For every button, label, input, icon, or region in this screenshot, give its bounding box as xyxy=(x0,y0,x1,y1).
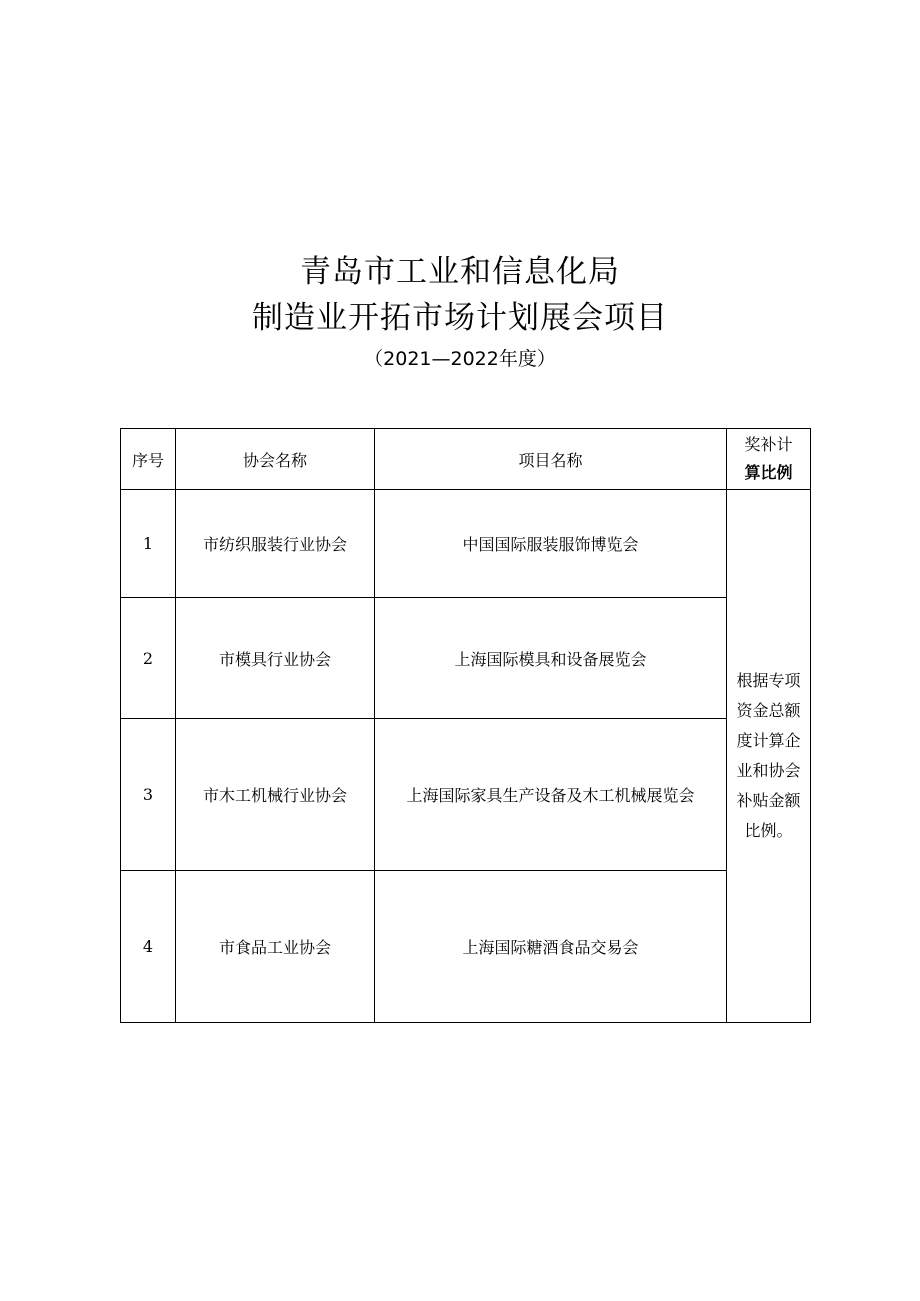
row-index: 3 xyxy=(121,719,176,871)
row-project: 中国国际服装服饰博览会 xyxy=(375,490,727,598)
table-row xyxy=(121,490,811,598)
document-subtitle-year: （2021—2022年度） xyxy=(364,348,556,370)
header-ratio-line1: 奖补计 xyxy=(744,435,793,454)
ratio-note-line: 根据专项 xyxy=(736,671,801,690)
row-project: 上海国际家具生产设备及木工机械展览会 xyxy=(375,719,727,871)
header-project: 项目名称 xyxy=(375,429,727,490)
ratio-note-line: 补贴金额 xyxy=(736,791,801,810)
row-index: 4 xyxy=(121,871,176,1023)
document-title-line2: 制造业开拓市场计划展会项目 xyxy=(252,300,668,336)
ratio-note-line: 业和协会 xyxy=(736,761,801,780)
ratio-note-line: 比例。 xyxy=(744,821,793,840)
exhibition-project-table xyxy=(120,428,811,1023)
row-association: 市纺织服装行业协会 xyxy=(176,490,375,598)
table-row xyxy=(121,719,811,871)
table-row xyxy=(121,598,811,719)
header-index: 序号 xyxy=(121,429,176,490)
header-association: 协会名称 xyxy=(176,429,375,490)
row-association: 市木工机械行业协会 xyxy=(176,719,375,871)
table-header-row xyxy=(121,429,811,490)
ratio-note-line: 度计算企 xyxy=(736,731,801,750)
row-index: 2 xyxy=(121,598,176,719)
row-project: 上海国际糖酒食品交易会 xyxy=(375,871,727,1023)
header-ratio-line2: 算比例 xyxy=(744,463,793,482)
row-index: 1 xyxy=(121,490,176,598)
header-ratio xyxy=(727,429,811,490)
row-association: 市食品工业协会 xyxy=(176,871,375,1023)
ratio-note-cell xyxy=(727,490,811,1023)
table-row xyxy=(121,871,811,1023)
row-project: 上海国际模具和设备展览会 xyxy=(375,598,727,719)
row-association: 市模具行业协会 xyxy=(176,598,375,719)
ratio-note-line: 资金总额 xyxy=(736,701,801,720)
document-title-line1: 青岛市工业和信息化局 xyxy=(300,254,620,290)
